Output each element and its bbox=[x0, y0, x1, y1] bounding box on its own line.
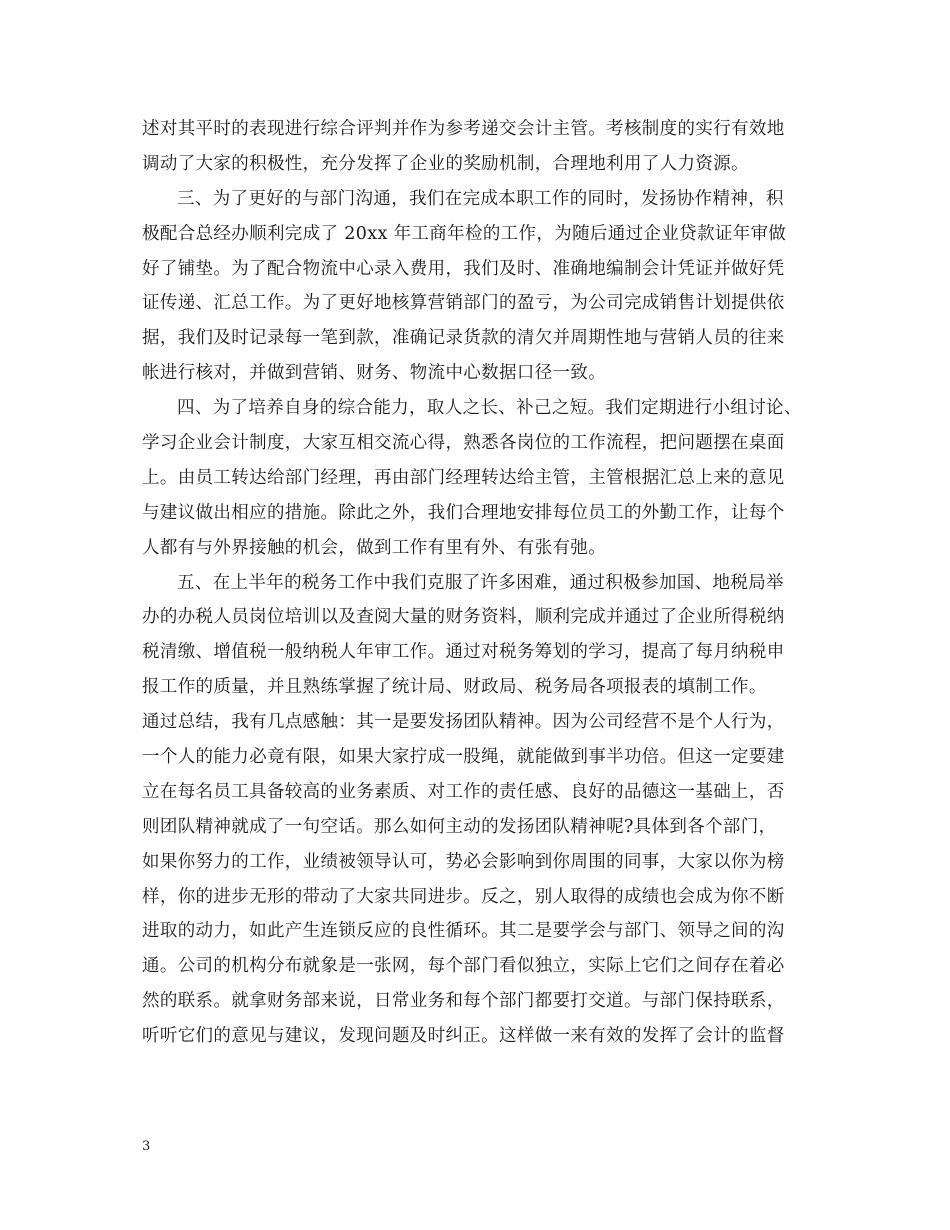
text-line: 五、在上半年的税务工作中我们克服了许多困难，通过积极参加国、地税局举 bbox=[177, 572, 784, 593]
text-line: 通过总结，我有几点感触：其一是要发扬团队精神。因为公司经营不是个人行为， bbox=[142, 712, 785, 733]
text-line: 极配合总经办顺利完成了 20xx 年工商年检的工作，为随后通过企业贷款证年审做 bbox=[142, 223, 787, 244]
text-line: 听听它们的意见与建议，发现问题及时纠正。这样做一来有效的发挥了会计的监督 bbox=[142, 1026, 785, 1047]
text-line: 述对其平时的表现进行综合评判并作为参考递交会计主管。考核制度的实行有效地 bbox=[142, 119, 785, 139]
text-line: 然的联系。就拿财务部来说，日常业务和每个部门都要打交道。与部门保持联系， bbox=[142, 991, 785, 1012]
text-line: 办的办税人员岗位培训以及查阅大量的财务资料，顺利完成并通过了企业所得税纳 bbox=[142, 607, 785, 628]
text-line: 进取的动力，如此产生连锁反应的良性循环。其二是要学会与部门、领导之间的沟 bbox=[142, 921, 785, 942]
text-line: 如果你努力的工作，业绩被领导认可，势必会影响到你周围的同事，大家以你为榜 bbox=[142, 851, 785, 872]
page-number: 3 bbox=[142, 1139, 151, 1154]
text-line: 通。公司的机构分布就象是一张网，每个部门看似独立，实际上它们之间存在着必 bbox=[142, 956, 785, 977]
text-line: 学习企业会计制度，大家互相交流心得，熟悉各岗位的工作流程，把问题摆在桌面 bbox=[142, 433, 785, 454]
text-line: 立在每名员工具备较高的业务素质、对工作的责任感、良好的品德这一基础上，否 bbox=[142, 781, 785, 802]
text-line: 与建议做出相应的措施。除此之外，我们合理地安排每位员工的外勤工作，让每个 bbox=[142, 502, 785, 523]
text-line: 帐进行核对，并做到营销、财务、物流中心数据口径一致。 bbox=[142, 363, 607, 384]
text-line: 则团队精神就成了一句空话。那么如何主动的发扬团队精神呢?具体到各个部门， bbox=[142, 816, 777, 837]
text-line: 上。由员工转达给部门经理，再由部门经理转达给主管，主管根据汇总上来的意见 bbox=[142, 467, 785, 488]
text-line: 三、为了更好的与部门沟通，我们在完成本职工作的同时，发扬协作精神，积 bbox=[177, 188, 784, 209]
text-line: 税清缴、增值税一般纳税人年审工作。通过对税务筹划的学习，提高了每月纳税申 bbox=[142, 642, 785, 663]
text-line: 样，你的进步无形的带动了大家共同进步。反之，别人取得的成绩也会成为你不断 bbox=[142, 886, 785, 907]
text-line: 一个人的能力必竟有限，如果大家拧成一股绳，就能做到事半功倍。但这一定要建 bbox=[142, 747, 785, 768]
text-line: 好了铺垫。为了配合物流中心录入费用，我们及时、准确地编制会计凭证并做好凭 bbox=[142, 258, 785, 279]
text-line: 人都有与外界接触的机会，做到工作有里有外、有张有弛。 bbox=[142, 537, 607, 558]
text-line: 报工作的质量，并且熟练掌握了统计局、财政局、税务局各项报表的填制工作。 bbox=[142, 677, 767, 698]
text-line: 证传递、汇总工作。为了更好地核算营销部门的盈亏，为公司完成销售计划提供依 bbox=[142, 293, 785, 314]
text-line: 四、为了培养自身的综合能力，取人之长、补己之短。我们定期进行小组讨论、 bbox=[177, 398, 802, 419]
text-line: 据，我们及时记录每一笔到款，准确记录货款的清欠并周期性地与营销人员的往来 bbox=[142, 328, 785, 349]
text-line: 调动了大家的积极性，充分发挥了企业的奖励机制，合理地利用了人力资源。 bbox=[142, 153, 749, 174]
body-text bbox=[142, 112, 810, 1054]
